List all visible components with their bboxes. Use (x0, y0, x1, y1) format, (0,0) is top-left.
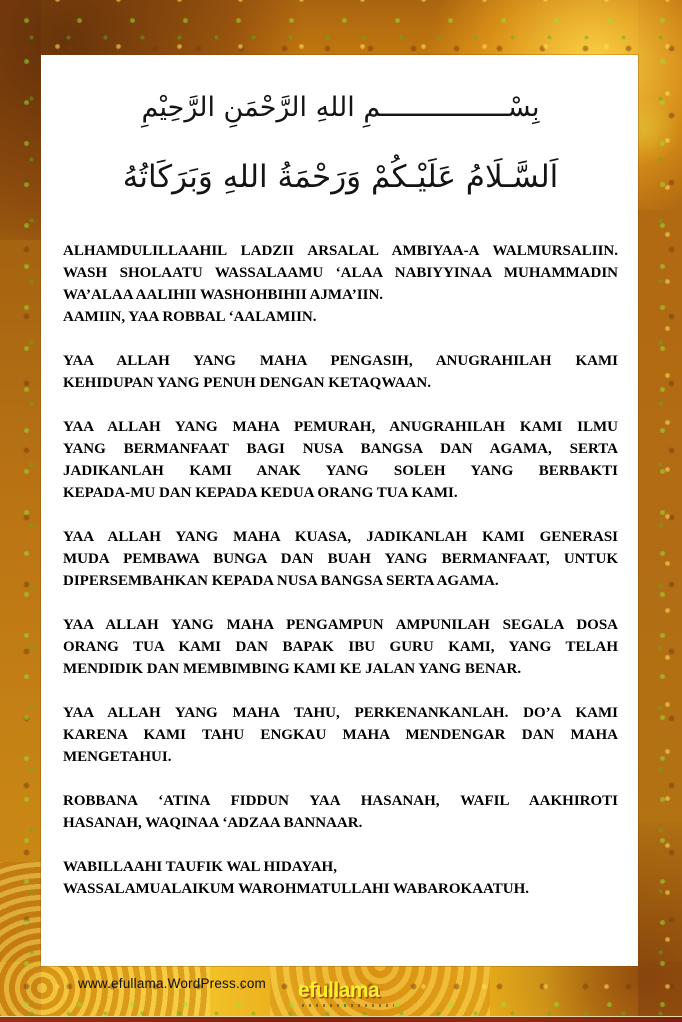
prayer-line: KARENA KAMI TAHU ENGKAU MAHA MENDENGAR DAN MAHA (63, 727, 618, 743)
prayer-line: MENGETAHUI. (63, 749, 172, 765)
prayer-paragraph (63, 702, 618, 768)
prayer-line: YAA ALLAH YANG MAHA PENGAMPUN AMPUNILAH SEGALA DOSA (63, 617, 618, 633)
prayer-line: DIPERSEMBAHKAN KEPADA NUSA BANGSA SERTA AGAMA. (63, 573, 499, 589)
bottom-edge-strip (0, 1016, 682, 1022)
prayer-line: JADIKANLAH KAMI ANAK YANG SOLEH YANG BERBAKTI (63, 463, 618, 479)
prayer-line: WASH SHOLAATU WASSALAAMU ‘ALAA NABIYYINAA MUHAMMADIN (63, 265, 618, 281)
prayer-paragraph (63, 240, 618, 328)
prayer-line: WASSALAMUALAIKUM WAROHMATULLAHI WABAROKAATUH. (63, 881, 530, 897)
prayer-line: MENDIDIK DAN MEMBIMBING KAMI KE JALAN YANG BENAR. (63, 661, 522, 677)
bismillah-calligraphy: بِسْــــــــــــــــمِ اللهِ الرَّحْمَنِ الرَّحِيْمِ (141, 92, 540, 123)
prayer-line: MUDA PEMBAWA BUNGA DAN BUAH YANG BERMANFAAT, UNTUK (63, 551, 618, 567)
efullama-logo: efullama (298, 979, 380, 1002)
logo-tagline-dots (302, 1004, 394, 1007)
prayer-line: YANG BERMANFAAT BAGI NUSA BANGSA DAN AGAMA, SERTA (63, 441, 618, 457)
prayer-line: YAA ALLAH YANG MAHA KUASA, JADIKANLAH KAMI GENERASI (63, 529, 618, 545)
prayer-paragraph (63, 526, 618, 592)
prayer-line: KEHIDUPAN YANG PENUH DENGAN KETAQWAAN. (63, 375, 431, 391)
prayer-line: HASANAH, WAQINAA ‘ADZAA BANNAAR. (63, 815, 363, 831)
prayer-page (41, 55, 638, 966)
prayer-paragraph (63, 416, 618, 504)
prayer-line: ROBBANA ‘ATINA FIDDUN YAA HASANAH, WAFIL AAKHIROTI (63, 793, 618, 809)
prayer-line: YAA ALLAH YANG MAHA PEMURAH, ANUGRAHILAH KAMI ILMU (63, 419, 618, 435)
prayer-line: WA’ALAA AALIHII WASHOHBIHII AJMA’IIN. (63, 287, 384, 303)
prayer-paragraph (63, 614, 618, 680)
salam-calligraphy: اَلسَّـلَامُ عَلَيْـكُمْ وَرَحْمَةُ اللهِ وَبَرَكَاتُهُ (122, 159, 559, 195)
prayer-paragraph (63, 856, 618, 900)
prayer-line: WABILLAAHI TAUFIK WAL HIDAYAH, (63, 859, 337, 875)
prayer-paragraph (63, 790, 618, 834)
prayer-line: ORANG TUA KAMI DAN BAPAK IBU GURU KAMI, YANG TELAH (63, 639, 618, 655)
footer-url: www.efullama.WordPress.com (78, 976, 267, 991)
prayer-line: ALHAMDULILLAAHIL LADZII ARSALAL AMBIYAA-A WALMURSALIIN. (63, 243, 618, 259)
prayer-line: YAA ALLAH YANG MAHA TAHU, PERKENANKANLAH. DO’A KAMI (63, 705, 618, 721)
prayer-paragraph (63, 350, 618, 394)
prayer-line: AAMIIN, YAA ROBBAL ‘AALAMIIN. (63, 309, 317, 325)
prayer-line: YAA ALLAH YANG MAHA PENGASIH, ANUGRAHILAH KAMI (63, 353, 618, 369)
prayer-paragraphs (63, 240, 618, 900)
prayer-line: KEPADA-MU DAN KEPADA KEDUA ORANG TUA KAMI. (63, 485, 458, 501)
